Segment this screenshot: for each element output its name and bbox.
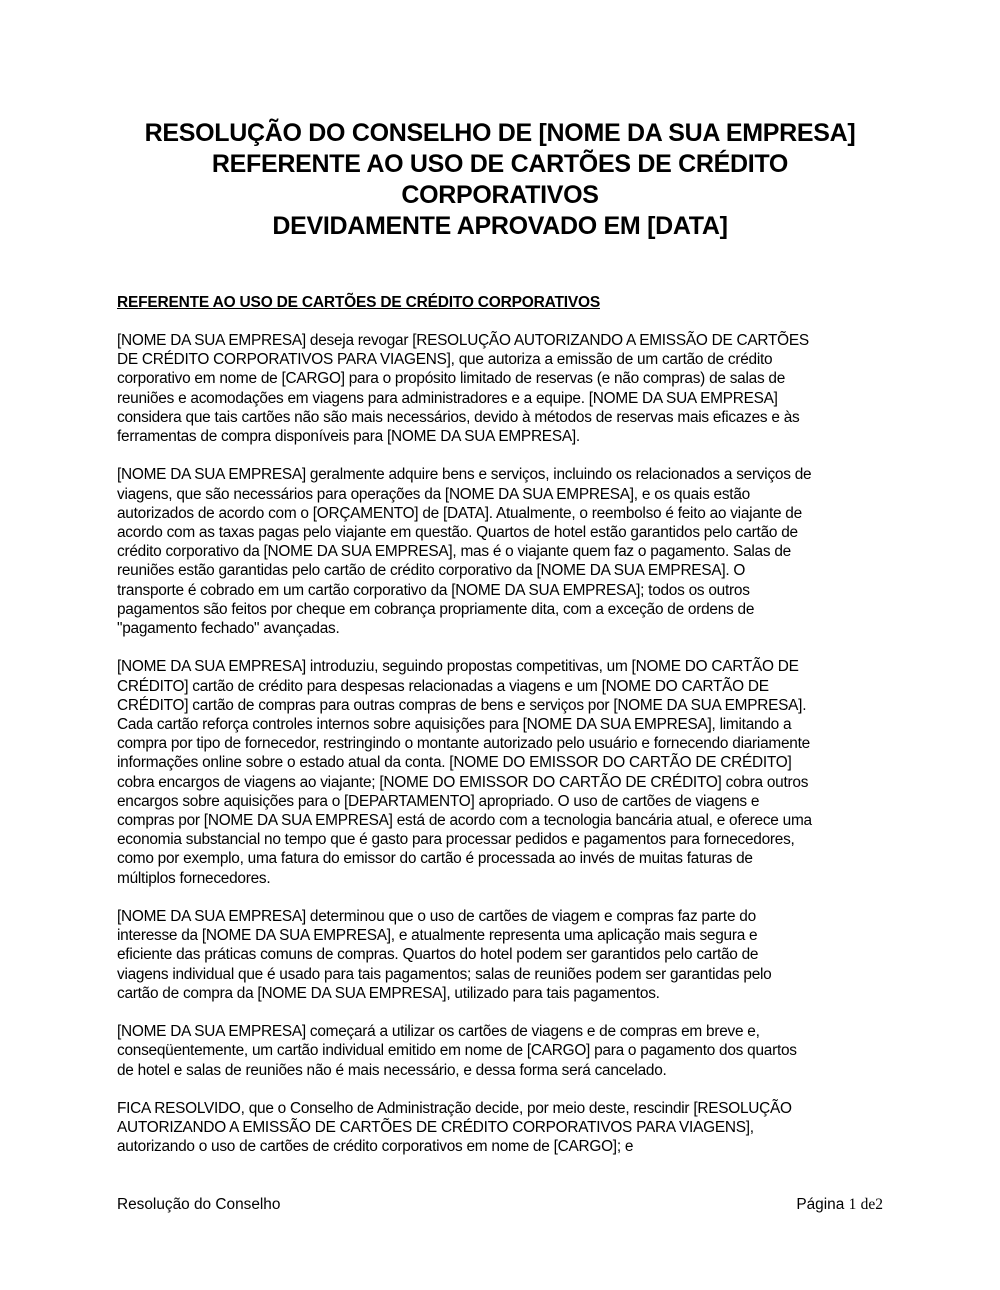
page-of: de — [860, 1196, 876, 1213]
text-line: ferramentas de compra disponíveis para [NOME DA SUA EMPRESA]. — [117, 428, 580, 446]
title-line: REFERENTE AO USO DE CARTÕES DE CRÉDITO — [211, 150, 789, 178]
text-line: múltiplos fornecedores. — [117, 869, 271, 887]
paragraph-cancellation — [117, 1022, 883, 1080]
text-line: encargos sobre aquisições para o [DEPARTAMENTO] apropriado. O uso de cartões de viagens e — [117, 792, 760, 810]
text-line: como por exemplo, uma fatura do emissor do cartão é processada ao invés de muitas faturas de — [117, 850, 753, 868]
text-line: cartão de compra da [NOME DA SUA EMPRESA], utilizado para tais pagamentos. — [117, 984, 660, 1002]
text-line: viagens individual que é usado para tais pagamentos; salas de reuniões podem ser garantidas pelo — [117, 965, 772, 983]
text-line: [NOME DA SUA EMPRESA] começará a utilizar os cartões de viagens e de compras em breve e, — [117, 1023, 760, 1041]
text-line: transporte é cobrado em um cartão corporativo da [NOME DA SUA EMPRESA]; todos os outros — [117, 581, 750, 599]
section-heading: REFERENTE AO USO DE CARTÕES DE CRÉDITO CORPORATIVOS — [117, 294, 600, 311]
paragraph-resolved — [117, 1099, 883, 1157]
text-line: DE CRÉDITO CORPORATIVOS PARA VIAGENS], que autoriza a emissão de um cartão de crédito — [117, 351, 773, 369]
page-current: 1 — [848, 1196, 857, 1213]
title-line: DEVIDAMENTE APROVADO EM [DATA] — [272, 212, 728, 240]
text-line: de hotel e salas de reuniões não é mais necessário, e dessa forma será cancelado. — [117, 1061, 667, 1079]
title-line: CORPORATIVOS — [401, 181, 599, 209]
text-line: informações online sobre o estado atual da conta. [NOME DO EMISSOR DO CARTÃO DE CRÉDITO] — [117, 754, 792, 772]
document-body — [117, 331, 883, 1176]
text-line: Cada cartão reforça controles internos sobre aquisições para [NOME DA SUA EMPRESA], limitando a — [117, 716, 792, 734]
text-line: viagens, que são necessários para operações da [NOME DA SUA EMPRESA], e os quais estão — [117, 485, 750, 503]
text-line: "pagamento fechado" avançadas. — [117, 620, 340, 638]
paragraph-revocation-intent — [117, 331, 883, 446]
text-line: pagamentos são feitos por cheque em cobrança propriamente dita, com a exceção de ordens de — [117, 600, 755, 618]
text-line: cobra encargos de viagens ao viajante; [NOME DO EMISSOR DO CARTÃO DE CRÉDITO] cobra outros — [117, 773, 809, 791]
text-line: CRÉDITO] cartão de compras para outras compras de bens e serviços por [NOME DA SUA EMPRESA]. — [117, 696, 807, 714]
text-line: acordo com as taxas pagas pelo viajante em questão. Quartos de hotel estão garantidos pelo cartão de — [117, 524, 798, 542]
text-line: [NOME DA SUA EMPRESA] introduziu, seguindo propostas competitivas, um [NOME DO CARTÃO DE — [117, 658, 799, 676]
text-line: [NOME DA SUA EMPRESA] geralmente adquire bens e serviços, incluindo os relacionados a serviços de — [117, 466, 812, 484]
text-line: CRÉDITO] cartão de crédito para despesas relacionadas a viagens e um [NOME DO CARTÃO DE — [117, 677, 769, 695]
paragraph-current-practices — [117, 465, 883, 638]
document-title — [117, 118, 883, 242]
text-line: [NOME DA SUA EMPRESA] determinou que o uso de cartões de viagem e compras faz parte do — [117, 908, 756, 926]
footer-document-name: Resolução do Conselho — [117, 1196, 281, 1213]
text-line: autorizando o uso de cartões de crédito corporativos em nome de [CARGO]; e — [117, 1138, 634, 1156]
title-line: RESOLUÇÃO DO CONSELHO DE [NOME DA SUA EMPRESA] — [144, 119, 856, 147]
text-line: autorizados de acordo com o [ORÇAMENTO] de [DATA]. Atualmente, o reembolso é feito ao viajante de — [117, 504, 802, 522]
text-line: reuniões estão garantidas pelo cartão de crédito corporativo da [NOME DA SUA EMPRESA]. O — [117, 562, 746, 580]
text-line: considera que tais cartões não são mais necessários, devido à métodos de reservas mais eficazes e às — [117, 408, 800, 426]
text-line: compra por tipo de fornecedor, restringindo o montante autorizado pelo usuário e fornecendo diariamente — [117, 735, 810, 753]
paragraph-new-cards — [117, 657, 883, 887]
text-line: conseqüentemente, um cartão individual emitido em nome de [CARGO] para o pagamento dos quartos — [117, 1042, 797, 1060]
text-line: reuniões e acomodações em viagens para administradores e a equipe. [NOME DA SUA EMPRESA] — [117, 389, 778, 407]
text-line: corporativo em nome de [CARGO] para o propósito limitado de reservas (e não compras) de salas de — [117, 370, 786, 388]
text-line: crédito corporativo da [NOME DA SUA EMPRESA], mas é o viajante quem faz o pagamento. Salas de — [117, 543, 791, 561]
text-line: [NOME DA SUA EMPRESA] deseja revogar [RESOLUÇÃO AUTORIZANDO A EMISSÃO DE CARTÕES — [117, 332, 809, 349]
text-line: interesse da [NOME DA SUA EMPRESA], e atualmente representa uma aplicação mais segura e — [117, 927, 758, 945]
text-line: compras por [NOME DA SUA EMPRESA] está de acordo com a tecnologia bancária atual, e oferece uma — [117, 812, 812, 830]
page-label: Página — [796, 1196, 845, 1213]
paragraph-determination — [117, 907, 883, 1003]
page-total: 2 — [875, 1196, 883, 1213]
page-footer — [117, 1195, 883, 1214]
text-line: FICA RESOLVIDO, que o Conselho de Administração decide, por meio deste, rescindir [RESOLUÇÃO — [117, 1100, 792, 1118]
text-line: economia substancial no tempo que é gasto para processar pedidos e pagamentos para fornecedores, — [117, 831, 795, 849]
page-number — [796, 1195, 883, 1214]
text-line: AUTORIZANDO A EMISSÃO DE CARTÕES DE CRÉDITO CORPORATIVOS PARA VIAGENS], — [117, 1119, 754, 1137]
text-line: eficiente das práticas comuns de compras. Quartos do hotel podem ser garantidos pelo cartão de — [117, 946, 759, 964]
